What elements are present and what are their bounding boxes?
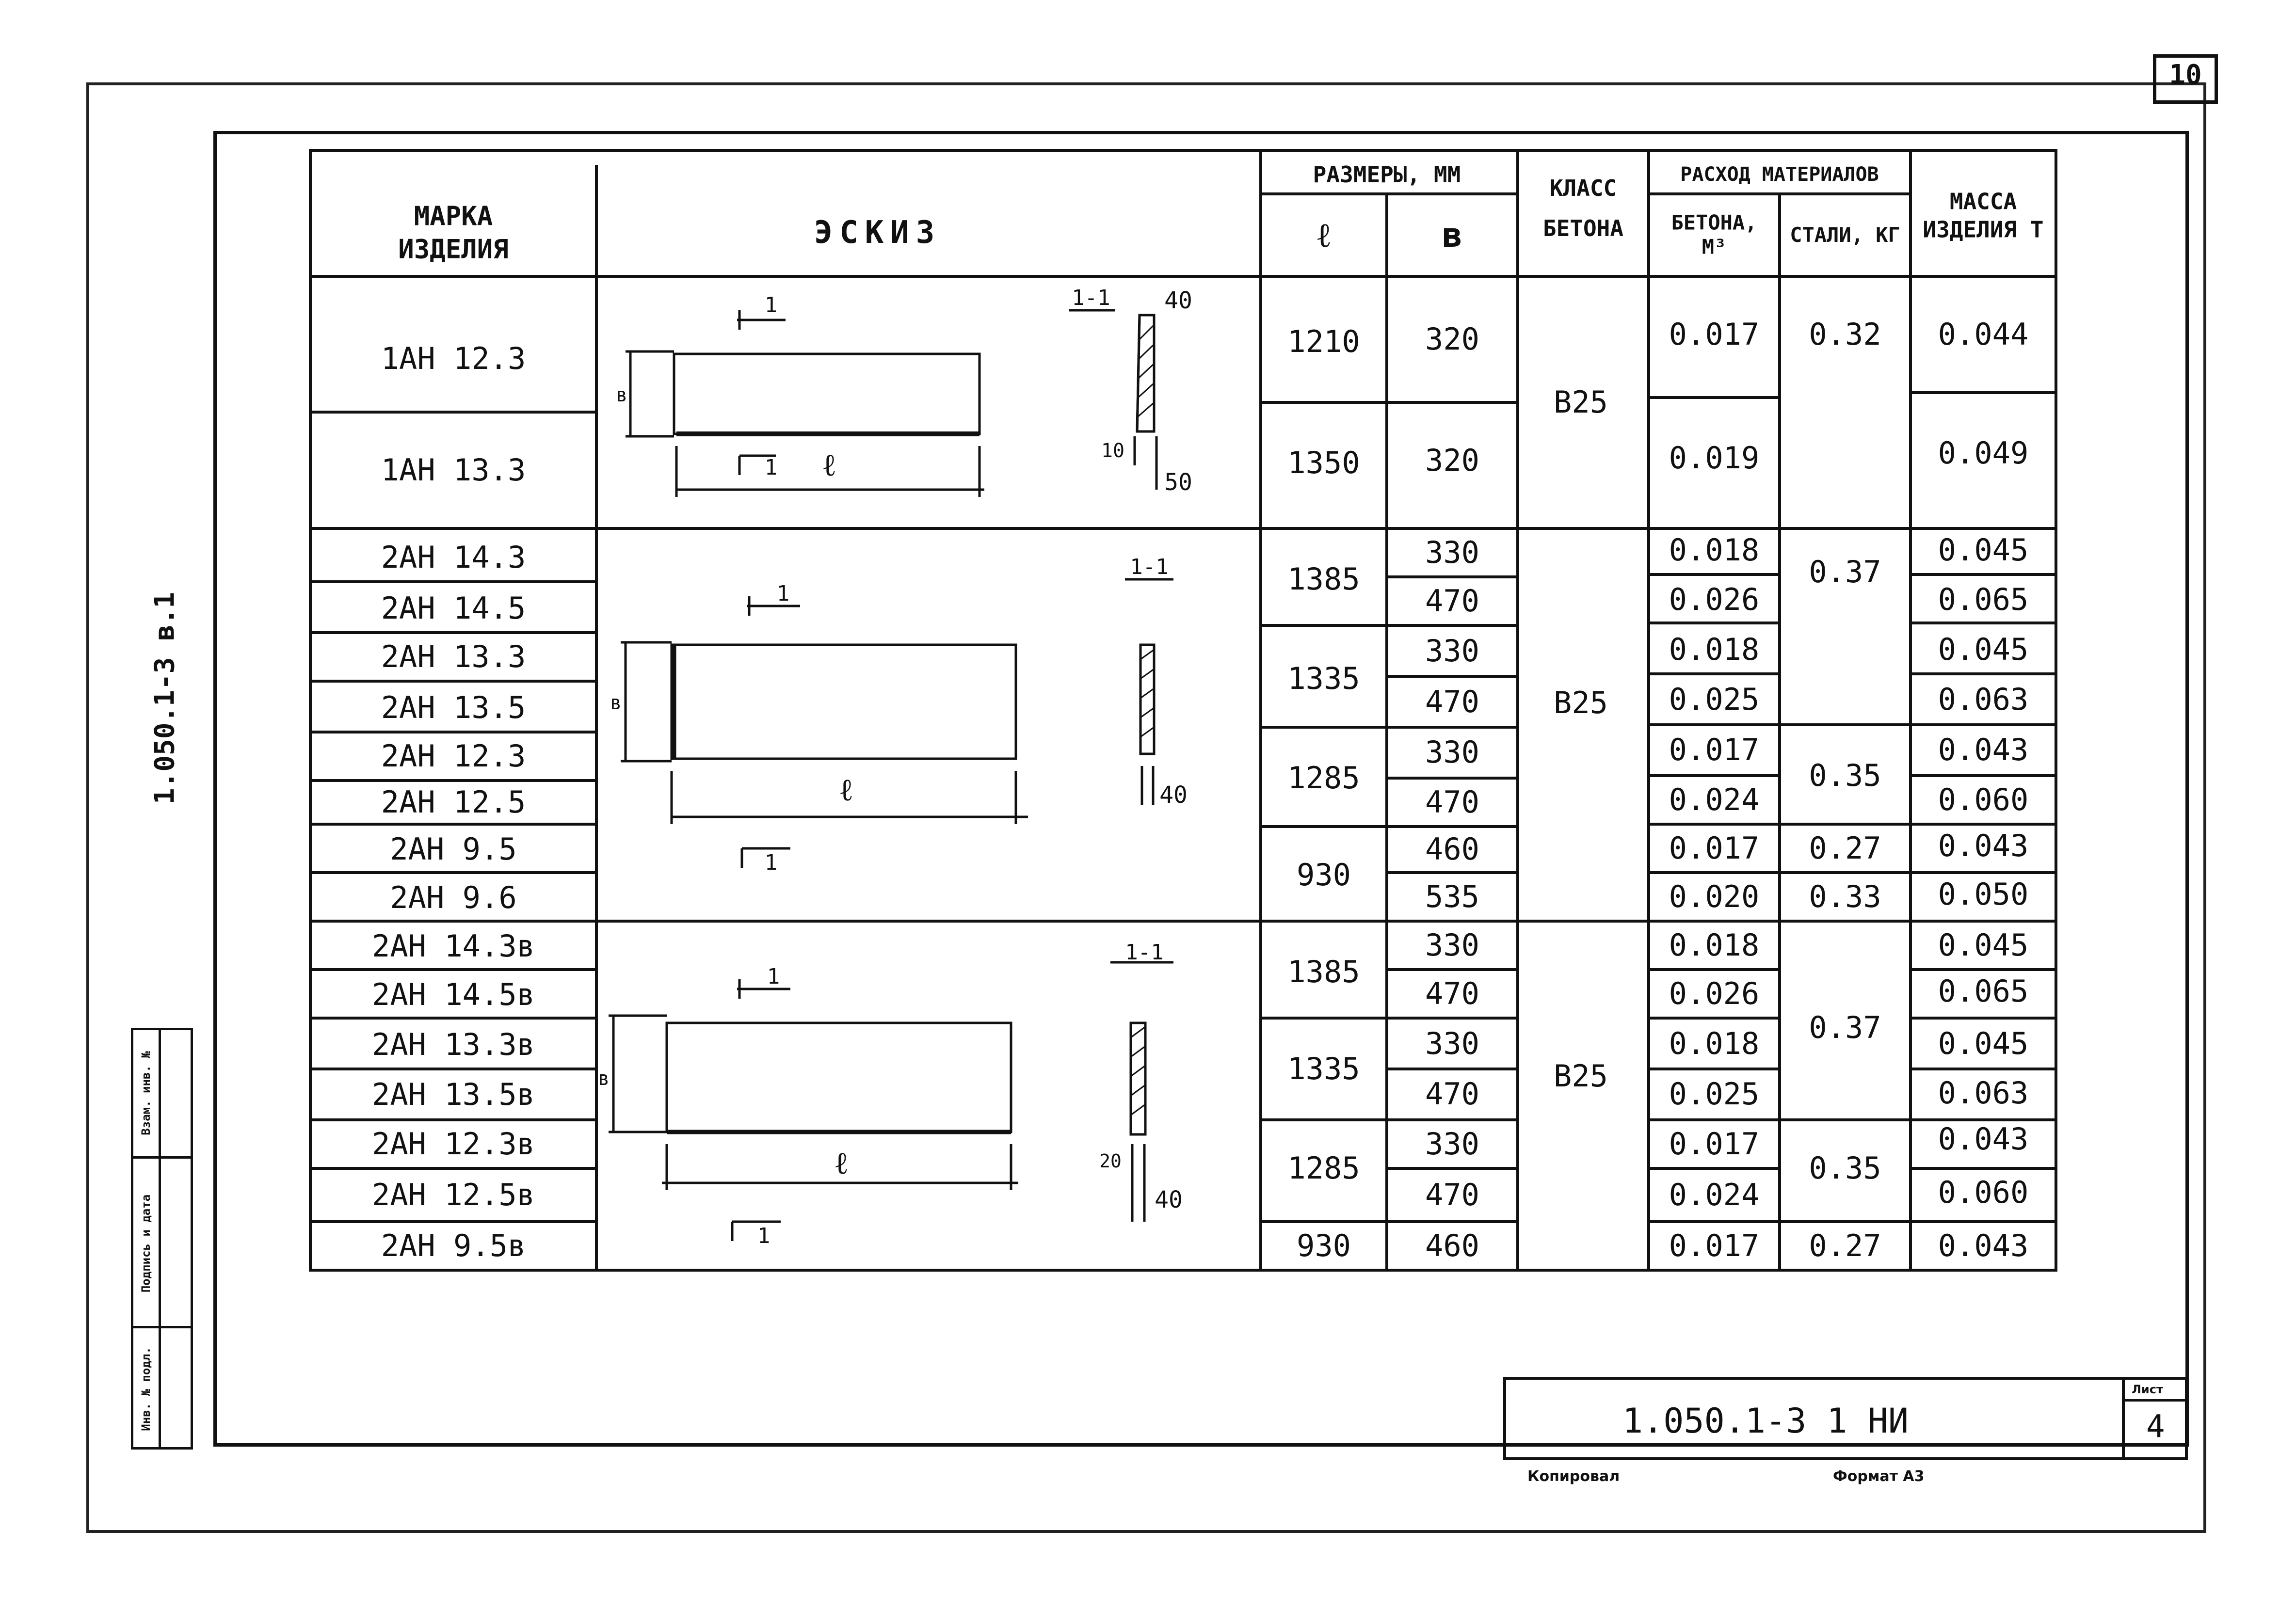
header-sketch: ЭСКИЗ xyxy=(814,215,942,251)
mark-cell: 2АН 14.5 xyxy=(381,590,526,626)
b-cell: 460 xyxy=(1425,831,1479,867)
sketch1-dim40: 40 xyxy=(1164,287,1192,314)
sheet-number: 10 xyxy=(2153,54,2218,104)
side-stamp-field-3: Взам. инв. № xyxy=(139,1051,153,1135)
sketch-1 xyxy=(626,310,1156,497)
concrete-cell: 0.017 xyxy=(1669,317,1760,352)
sketch1-one-bottom: 1 xyxy=(764,455,778,480)
mass-cell: 0.043 xyxy=(1938,732,2029,767)
b-cell: 330 xyxy=(1425,927,1479,963)
b-cell: 470 xyxy=(1425,684,1479,719)
header-concrete: БЕТОНА, М³ xyxy=(1671,210,1757,259)
concrete-cell: 0.017 xyxy=(1669,732,1760,767)
b-cell: 470 xyxy=(1425,784,1479,820)
concrete-cell: 0.019 xyxy=(1669,440,1760,476)
class-cell: В25 xyxy=(1554,685,1608,720)
b-cell: 535 xyxy=(1425,879,1479,914)
mark-cell: 1АН 12.3 xyxy=(381,341,526,376)
b-cell: 330 xyxy=(1425,633,1479,669)
mark-cell: 2АН 14.5в xyxy=(372,977,535,1012)
mass-cell: 0.063 xyxy=(1938,682,2029,717)
side-stamp-field-2: Подпись и дата xyxy=(139,1194,153,1293)
sketch1-ell: ℓ xyxy=(821,447,837,483)
sketch1-dim10: 10 xyxy=(1101,440,1125,462)
concrete-cell: 0.025 xyxy=(1669,1076,1760,1112)
sketch3-dim40: 40 xyxy=(1155,1186,1183,1213)
mark-cell: 2АН 12.3 xyxy=(381,738,526,774)
stamp-sheet-value: 4 xyxy=(2146,1409,2165,1445)
mark-cell: 1АН 13.3 xyxy=(381,452,526,488)
mark-cell: 2АН 12.3в xyxy=(372,1126,535,1162)
sketch2-one-bottom: 1 xyxy=(764,850,778,875)
mass-cell: 0.049 xyxy=(1938,435,2029,471)
sketch3-one: 1 xyxy=(767,964,780,989)
b-cell: 470 xyxy=(1425,583,1479,619)
l-cell: 1350 xyxy=(1287,445,1360,480)
concrete-cell: 0.018 xyxy=(1669,927,1760,963)
b-cell: 470 xyxy=(1425,1177,1479,1212)
b-cell: 320 xyxy=(1425,321,1479,357)
header-dim-b: в xyxy=(1442,215,1463,255)
l-cell: 1285 xyxy=(1287,1150,1360,1186)
mark-cell: 2АН 9.5в xyxy=(381,1228,526,1263)
l-cell: 930 xyxy=(1297,857,1351,893)
b-cell: 330 xyxy=(1425,1126,1479,1162)
l-cell: 1385 xyxy=(1287,561,1360,597)
mark-cell: 2АН 13.5в xyxy=(372,1077,535,1112)
header-steel: СТАЛИ, КГ xyxy=(1790,223,1900,247)
mark-cell: 2АН 13.5 xyxy=(381,690,526,725)
stamp-sheet-label: Лист xyxy=(2132,1383,2163,1396)
side-stamp-field-1: Инв. № подл. xyxy=(139,1347,153,1431)
mark-cell: 2АН 14.3 xyxy=(381,540,526,575)
steel-cell: 0.27 xyxy=(1809,1228,1881,1263)
mass-cell: 0.045 xyxy=(1938,1026,2029,1061)
mass-cell: 0.063 xyxy=(1938,1075,2029,1111)
header-dim-l: ℓ xyxy=(1317,215,1331,255)
steel-cell: 0.33 xyxy=(1809,879,1881,914)
sketch2-b: в xyxy=(610,692,622,714)
sketch3-one-bottom: 1 xyxy=(757,1224,771,1248)
b-cell: 460 xyxy=(1425,1228,1479,1263)
header-concrete-class: КЛАСС БЕТОНА xyxy=(1542,175,1624,241)
class-cell: В25 xyxy=(1554,384,1608,420)
l-cell: 1335 xyxy=(1287,661,1360,696)
concrete-cell: 0.024 xyxy=(1669,782,1760,817)
mass-cell: 0.045 xyxy=(1938,927,2029,963)
mark-cell: 2АН 14.3в xyxy=(372,928,535,964)
mass-cell: 0.044 xyxy=(1938,317,2029,352)
mass-cell: 0.060 xyxy=(1938,1175,2029,1210)
sketch1-one: 1 xyxy=(764,293,778,318)
b-cell: 330 xyxy=(1425,1026,1479,1061)
side-code: 1.050.1-3 в.1 xyxy=(149,591,181,805)
concrete-cell: 0.018 xyxy=(1669,632,1760,667)
mark-cell: 2АН 9.6 xyxy=(390,880,517,915)
sketch-1-hatch xyxy=(1138,326,1153,417)
concrete-cell: 0.026 xyxy=(1669,582,1760,617)
header-mass: МАССА ИЗДЕЛИЯ Т xyxy=(1923,188,2044,242)
mark-cell: 2АН 13.3 xyxy=(381,639,526,674)
mass-cell: 0.050 xyxy=(1938,877,2029,912)
mass-cell: 0.043 xyxy=(1938,1121,2029,1157)
mark-cell: 2АН 13.3в xyxy=(372,1027,535,1062)
concrete-cell: 0.025 xyxy=(1669,682,1760,717)
concrete-cell: 0.020 xyxy=(1669,879,1760,914)
mass-cell: 0.045 xyxy=(1938,632,2029,667)
sketch1-section: 1-1 xyxy=(1072,286,1110,310)
mass-cell: 0.043 xyxy=(1938,1228,2029,1263)
steel-cell: 0.37 xyxy=(1809,1010,1881,1045)
mark-cell: 2АН 12.5 xyxy=(381,784,526,820)
concrete-cell: 0.018 xyxy=(1669,1026,1760,1061)
mass-cell: 0.043 xyxy=(1938,828,2029,863)
mark-cell: 2АН 9.5 xyxy=(390,831,517,867)
l-cell: 1335 xyxy=(1287,1051,1360,1086)
mass-cell: 0.065 xyxy=(1938,582,2029,617)
b-cell: 330 xyxy=(1425,734,1479,770)
sketch-2-hatch xyxy=(1140,650,1154,737)
header-mark: МАРКА ИЗДЕЛИЯ xyxy=(398,201,509,264)
sketch3-dim20: 20 xyxy=(1099,1150,1122,1172)
sketch3-section: 1-1 xyxy=(1125,940,1164,965)
mark-cell: 2АН 12.5в xyxy=(372,1177,535,1212)
steel-cell: 0.27 xyxy=(1809,830,1881,866)
concrete-cell: 0.024 xyxy=(1669,1177,1760,1212)
steel-cell: 0.35 xyxy=(1809,758,1881,793)
concrete-cell: 0.017 xyxy=(1669,1228,1760,1263)
header-dims: РАЗМЕРЫ, ММ xyxy=(1313,161,1461,188)
mass-cell: 0.060 xyxy=(1938,782,2029,817)
b-cell: 470 xyxy=(1425,976,1479,1011)
footer-copied: Копировал xyxy=(1527,1468,1620,1485)
l-cell: 1285 xyxy=(1287,760,1360,796)
sketch-2 xyxy=(621,579,1173,868)
class-cell: В25 xyxy=(1554,1058,1608,1094)
b-cell: 470 xyxy=(1425,1076,1479,1112)
sketch2-ell: ℓ xyxy=(838,772,854,808)
steel-cell: 0.37 xyxy=(1809,554,1881,590)
l-cell: 1210 xyxy=(1287,324,1360,359)
sketch3-b: в xyxy=(597,1068,610,1090)
steel-cell: 0.32 xyxy=(1809,317,1881,352)
l-cell: 930 xyxy=(1297,1228,1351,1263)
sketch1-dim50: 50 xyxy=(1164,469,1192,496)
footer-format: Формат А3 xyxy=(1833,1468,1925,1485)
sketch2-one: 1 xyxy=(776,581,790,606)
mass-cell: 0.065 xyxy=(1938,973,2029,1009)
concrete-cell: 0.017 xyxy=(1669,1126,1760,1162)
concrete-cell: 0.026 xyxy=(1669,976,1760,1011)
b-cell: 320 xyxy=(1425,443,1479,478)
sketch1-b: в xyxy=(615,384,628,406)
sketch2-dim40: 40 xyxy=(1159,781,1188,809)
sketch3-ell: ℓ xyxy=(834,1146,849,1181)
concrete-cell: 0.017 xyxy=(1669,830,1760,866)
steel-cell: 0.35 xyxy=(1809,1150,1881,1186)
mass-cell: 0.045 xyxy=(1938,532,2029,568)
concrete-cell: 0.018 xyxy=(1669,532,1760,568)
b-cell: 330 xyxy=(1425,535,1479,570)
sketch-3 xyxy=(609,962,1173,1241)
stamp-title: 1.050.1-3 1 НИ xyxy=(1622,1401,1909,1441)
header-materials: РАСХОД МАТЕРИАЛОВ xyxy=(1680,163,1879,186)
sketch-3-hatch xyxy=(1131,1027,1145,1115)
sketch2-section: 1-1 xyxy=(1130,555,1169,579)
l-cell: 1385 xyxy=(1287,954,1360,989)
